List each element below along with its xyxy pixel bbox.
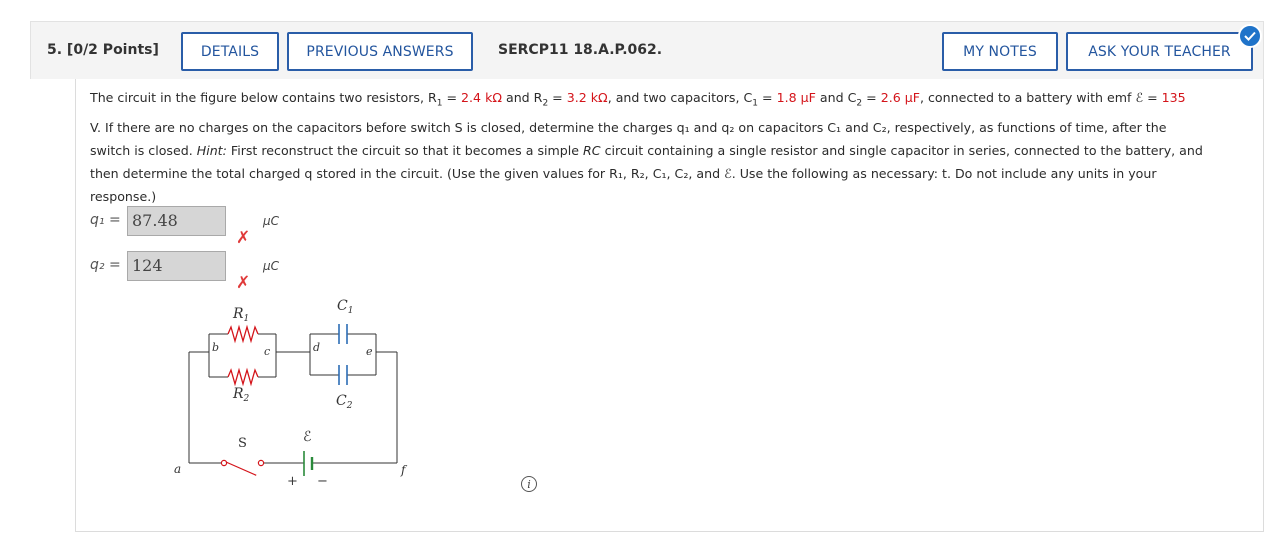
battery: [304, 451, 312, 476]
c1-label: $C_1$: [337, 298, 354, 316]
c2-label: $C_2$: [336, 393, 353, 411]
c1-value: 1.8 μF: [776, 90, 816, 105]
emf-value: 135: [1161, 90, 1186, 105]
emf-label: ℰ: [303, 429, 312, 445]
resistor-r1: [228, 327, 258, 341]
r2-label: $R_2$: [233, 386, 250, 404]
node-f-label: f: [401, 463, 406, 477]
capacitor-c2: [339, 365, 347, 385]
node-e-label: e: [366, 345, 373, 358]
q1-answer-field[interactable]: 87.48: [127, 206, 226, 236]
r2-value: 3.2 kΩ: [566, 90, 608, 105]
node-b-label: b: [212, 341, 220, 354]
problem-text: The circuit in the figure below contains two resistors, $R_1 = 2.4$ kΩ and $R_2 = 3.2$ kΩ, and two capacitors, $C_1 = 1.8$ μF and $C_2 = 2.6$ μF, connected to a battery with emf ℰ = 135 V. If there are no charges on the capacitors before switch S is closed, determine the charges q₁ and q₂ on capacitors C₁ and C₂, respectively, as functions of time, after the switch is closed. Hint: First reconstruct the circuit so that it becomes a simple RC circuit containing a single resistor and single capacitor in series, connected to the battery, and then determine the total charged q stored in the circuit. (Use the given values for R₁, R₂, C₁, C₂, and ℰ. Use the following as necessary: t. Do not include any units in your response.): [90, 90, 1203, 204]
node-c-label: c: [264, 345, 271, 358]
q2-unit: μC: [263, 259, 280, 273]
question-code: SERCP11 18.A.P.062.: [498, 42, 663, 58]
switch-label: S: [238, 436, 247, 451]
switch-s: [221, 460, 263, 475]
c2-value: 2.6 μF: [880, 90, 920, 105]
r1-value: 2.4 kΩ: [461, 90, 502, 105]
previous-answers-button[interactable]: PREVIOUS ANSWERS: [287, 32, 473, 71]
node-a-label: a: [174, 462, 182, 476]
incorrect-icon: ✗: [236, 228, 251, 248]
question-number: 5. [0/2 Points]: [47, 42, 159, 58]
ask-your-teacher-button[interactable]: ASK YOUR TEACHER: [1066, 32, 1253, 71]
incorrect-icon: ✗: [236, 273, 251, 293]
q2-label: q₂ =: [90, 257, 121, 273]
q2-answer-field[interactable]: 124: [127, 251, 226, 281]
q1-label: q₁ =: [90, 212, 121, 228]
r1-label: $R_1$: [233, 306, 250, 324]
my-notes-button[interactable]: MY NOTES: [942, 32, 1058, 71]
q1-unit: μC: [263, 214, 280, 228]
details-button[interactable]: DETAILS: [181, 32, 279, 71]
battery-plus-label: +: [287, 474, 298, 489]
capacitor-c1: [339, 324, 347, 344]
resistor-r2: [228, 370, 258, 384]
battery-minus-label: −: [317, 474, 328, 489]
info-icon[interactable]: i: [521, 476, 537, 492]
node-d-label: d: [313, 341, 321, 354]
